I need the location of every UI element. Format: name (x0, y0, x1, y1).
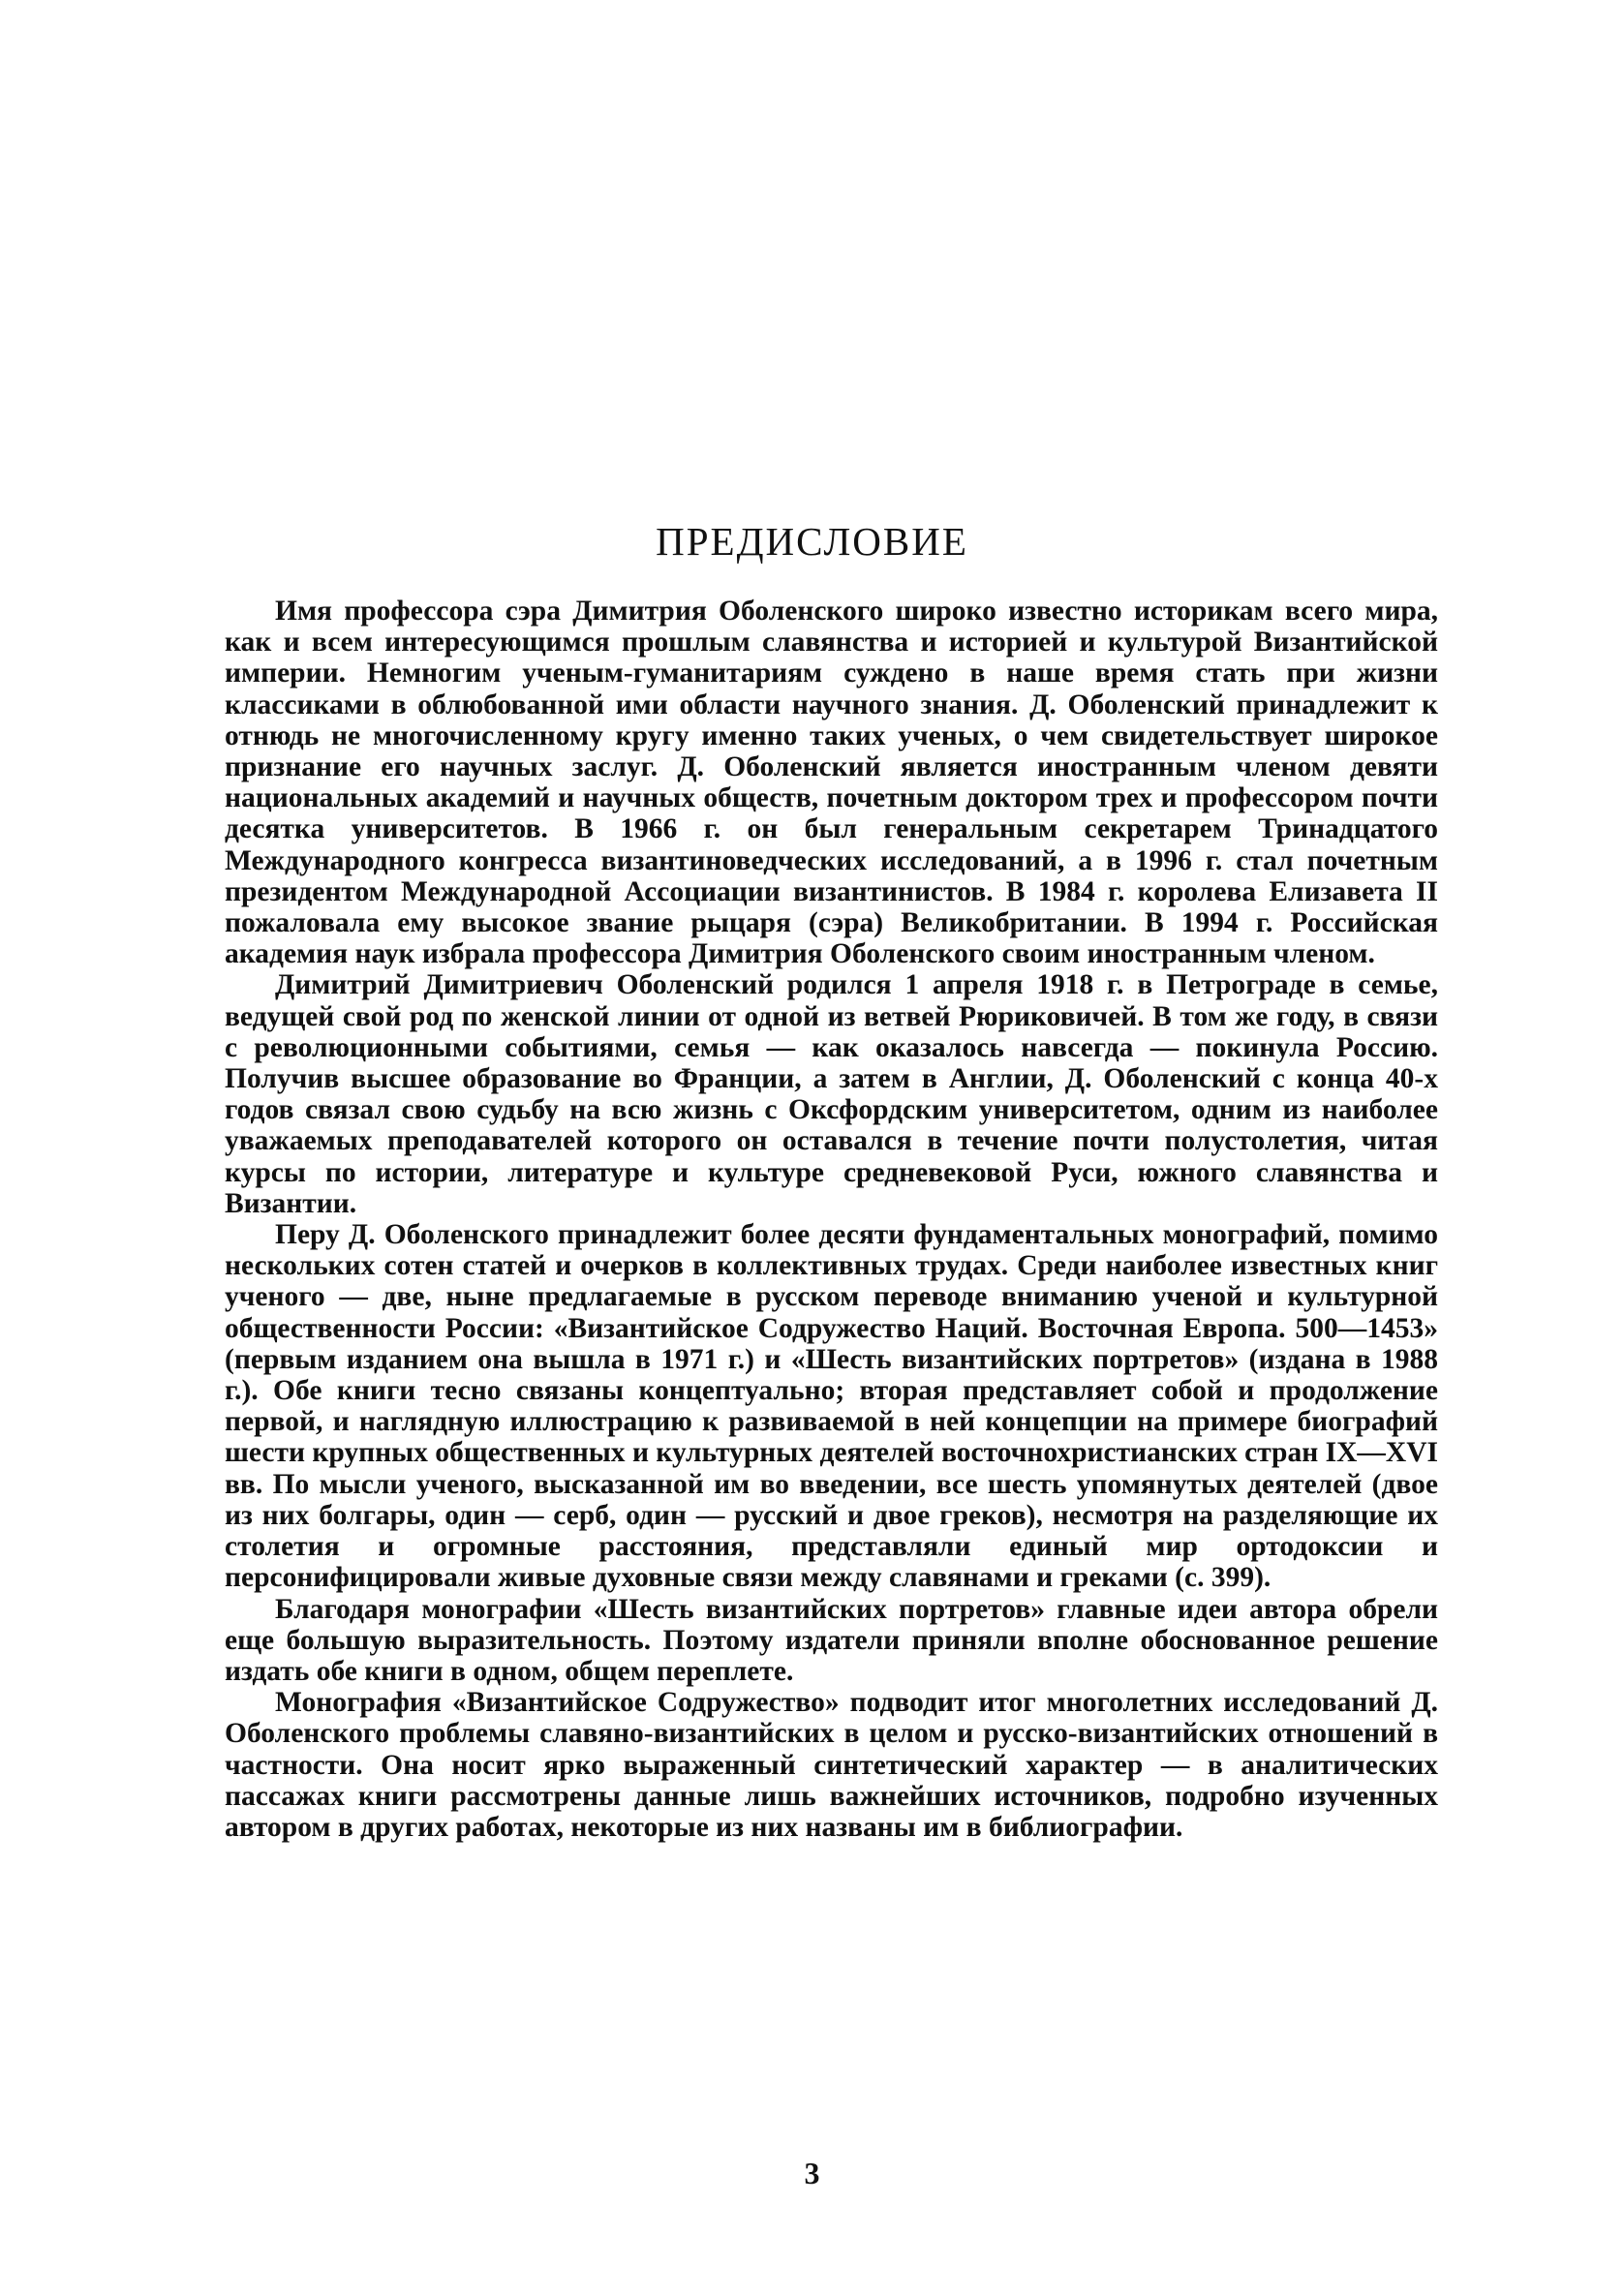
paragraph-5: Монография «Византийское Содружество» подводит итог многолетних исследований Д. Оболенского проблемы славяно-византийских в целом и русско-византийских отношений в частности. Она носит ярко выраженный синтетический характер — в аналитических пассажах книги рассмотрены данные лишь важнейших источников, подробно изученных автором в других работах, некоторые из них названы им в библиографии. (225, 1687, 1438, 1843)
paragraph-4: Благодаря монографии «Шесть византийских портретов» главные идеи автора обрели еще большую выразительность. Поэтому издатели приняли вполне обоснованное решение издать обе книги в одном, общем переплете. (225, 1593, 1438, 1687)
paragraph-2: Димитрий Димитриевич Оболенский родился 1 апреля 1918 г. в Петрограде в семье, ведущей свой род по женской линии от одной из ветвей Рюриковичей. В том же году, в связи с революционными событиями, семья — как оказалось навсегда — покинула Россию. Получив высшее образование во Франции, а затем в Англии, Д. Оболенский с конца 40-х годов связал свою судьбу на всю жизнь с Оксфордским университетом, одним из наиболее уважаемых преподавателей которого он оставался в течение почти полустолетия, читая курсы по истории, литературе и культуре средневековой Руси, южного славянства и Византии. (225, 969, 1438, 1219)
page-title: ПРЕДИСЛОВИЕ (656, 519, 968, 564)
paragraph-3: Перу Д. Оболенского принадлежит более десяти фундаментальных монографий, помимо нескольких сотен статей и очерков в коллективных трудах. Среди наиболее известных книг ученого — две, ныне предлагаемые в русском переводе вниманию ученой и культурной общественности России: «Византийское Содружество Наций. Восточная Европа. 500—1453» (первым изданием она вышла в 1971 г.) и «Шесть византийских портретов» (издана в 1988 г.). Обе книги тесно связаны концептуально; вторая представляет собой и продолжение первой, и наглядную иллюстрацию к развиваемой в ней концепции на примере биографий шести крупных общественных и культурных деятелей восточнохристианских стран IX—XVI вв. По мысли ученого, высказанной им во введении, все шесть упомянутых деятелей (двое из них болгары, один — серб, один — русский и двое греков), несмотря на разделяющие их столетия и огромные расстояния, представляли единый мир ортодоксии и персонифицировали живые духовные связи между славянами и греками (с. 399). (225, 1219, 1438, 1594)
page-number: 3 (804, 2156, 820, 2190)
body-text (225, 596, 1438, 1843)
paragraph-1: Имя профессора сэра Димитрия Оболенского широко известно историкам всего мира, как и всем интересующимся прошлым славянства и историей и культурой Византийской империи. Немногим ученым-гуманитариям суждено в наше время стать при жизни классиками в облюбованной ими области научного знания. Д. Оболенский принадлежит к отнюдь не многочисленному кругу именно таких ученых, о чем свидетельствует широкое признание его научных заслуг. Д. Оболенский является иностранным членом девяти национальных академий и научных обществ, почетным доктором трех и профессором почти десятка университетов. В 1966 г. он был генеральным секретарем Тринадцатого Международного конгресса византиноведческих исследований, а в 1996 г. стал почетным президентом Международной Ассоциации византинистов. В 1984 г. королева Елизавета II пожаловала ему высокое звание рыцаря (сэра) Великобритании. В 1994 г. Российская академия наук избрала профессора Димитрия Оболенского своим иностранным членом. (225, 596, 1438, 970)
